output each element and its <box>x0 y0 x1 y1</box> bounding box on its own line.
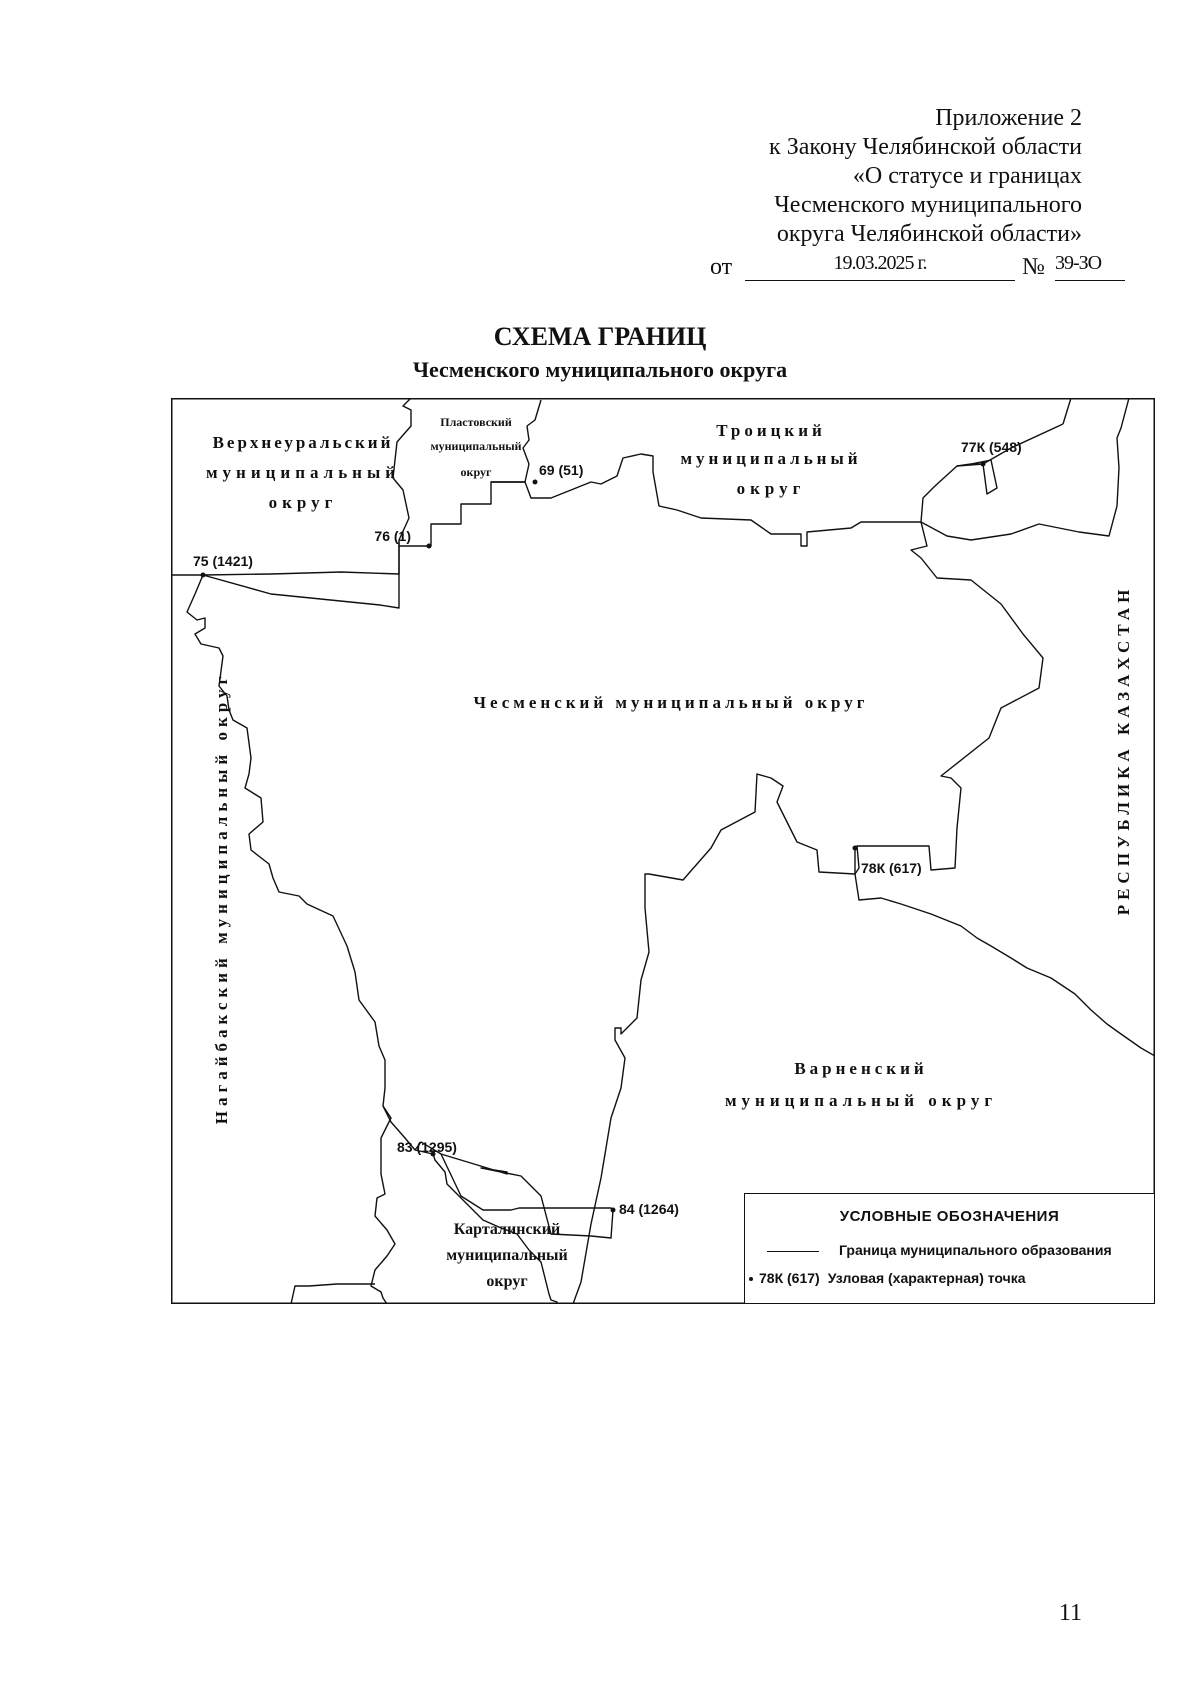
scheme-title: СХЕМА ГРАНИЦ <box>493 322 707 351</box>
node-point-swatch <box>749 1277 753 1281</box>
legend-row-boundary <box>767 1242 1112 1258</box>
map-svg <box>171 398 1155 1304</box>
boundary-chesmensky-east <box>855 522 1043 874</box>
region-verkhneuralsky-line3: округ <box>268 493 338 512</box>
page-number: 11 <box>1058 1600 1082 1626</box>
node-point-75 <box>201 573 206 578</box>
region-plastovsky-line2: муниципальный <box>430 439 522 453</box>
appendix-line-5: округа Челябинской области» <box>776 221 1082 247</box>
node-point-77k <box>981 462 986 467</box>
law-number: 39-ЗО <box>1055 252 1125 281</box>
label-point-77k: 77К (548) <box>961 439 1022 455</box>
boundary-map <box>171 398 1155 1304</box>
appendix-line-1: Приложение 2 <box>935 105 1082 131</box>
region-varnensky-line2: муниципальный округ <box>724 1091 998 1110</box>
boundary-verkhneuralsky <box>171 398 411 575</box>
region-plastovsky-line3: округ <box>460 465 492 479</box>
label-point-83: 83 (1295) <box>397 1139 457 1155</box>
region-kartalinsky-line2: муниципальный <box>446 1247 568 1264</box>
law-date-number-row <box>710 252 1102 284</box>
region-troitsky-line3: округ <box>736 479 806 498</box>
boundary-kartalinsky-southwest <box>291 1284 375 1304</box>
label-point-69: 69 (51) <box>539 462 584 478</box>
region-troitsky-line1: Троицкий <box>716 421 826 440</box>
node-point-78k <box>853 846 858 851</box>
region-kartalinsky-line1: Карталинский <box>453 1221 561 1238</box>
legend-row-point <box>749 1270 1026 1286</box>
region-kartalinsky-line3: округ <box>486 1273 528 1290</box>
region-plastovsky-line1: Пластовский <box>440 415 512 429</box>
appendix-line-2: к Закону Челябинской области <box>769 134 1082 160</box>
region-verkhneuralsky-line2: муниципальный <box>205 463 401 482</box>
legend-title: УСЛОВНЫЕ ОБОЗНАЧЕНИЯ <box>839 1208 1060 1225</box>
region-troitsky-line2: муниципальный <box>680 449 862 468</box>
boundary-kartalinsky-north <box>501 1228 557 1304</box>
legend-point-code: 78К (617) <box>759 1270 820 1286</box>
boundary-line-swatch <box>767 1251 819 1252</box>
appendix-header <box>769 104 1082 249</box>
law-date: 19.03.2025 г. <box>745 252 1015 281</box>
boundary-troitsky-kazakhstan <box>921 398 1129 540</box>
region-chesmensky: Чесменский муниципальный округ <box>473 693 869 712</box>
ot-label: от <box>710 254 733 280</box>
boundary-varnensky-kazakhstan <box>855 874 1155 1056</box>
boundary-troitsky-northeast <box>1063 398 1071 424</box>
label-point-78k: 78К (617) <box>861 860 922 876</box>
number-sign: № <box>1022 254 1045 280</box>
region-nagaybaksky: Нагайбакский муниципальный округ <box>212 671 231 1125</box>
region-verkhneuralsky-line1: Верхнеуральский <box>212 433 394 452</box>
legend-boundary-label: Граница муниципального образования <box>839 1242 1112 1258</box>
legend-point-label: Узловая (характерная) точка <box>827 1270 1026 1286</box>
label-point-84: 84 (1264) <box>619 1201 679 1217</box>
label-point-75: 75 (1421) <box>193 553 253 569</box>
appendix-line-4: Чесменского муниципального <box>774 192 1082 218</box>
map-legend <box>744 1193 1155 1304</box>
node-point-84 <box>611 1208 616 1213</box>
node-point-76 <box>427 544 432 549</box>
region-kazakhstan: РЕСПУБЛИКА КАЗАХСТАН <box>1114 584 1133 916</box>
region-varnensky-line1: Варненский <box>794 1059 928 1078</box>
node-point-69 <box>533 480 538 485</box>
scheme-subtitle: Чесменского муниципального округа <box>412 357 788 382</box>
boundary-kartalinsky-west <box>371 1106 395 1304</box>
appendix-line-3: «О статусе и границах <box>852 163 1082 189</box>
boundary-nagaybaksky <box>187 575 501 1228</box>
label-point-76: 76 (1) <box>374 528 411 544</box>
